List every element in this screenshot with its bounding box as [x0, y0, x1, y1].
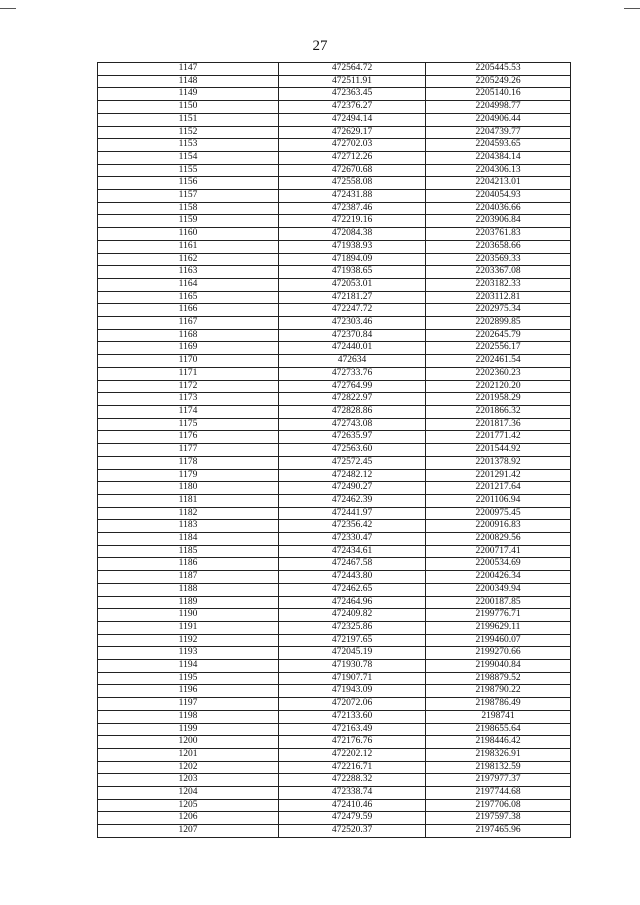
point-number-cell: 1168	[98, 329, 279, 342]
table-row	[98, 240, 571, 253]
point-number-cell: 1179	[98, 469, 279, 482]
point-number-cell: 1206	[98, 812, 279, 825]
y-coordinate-cell: 2202975.34	[426, 304, 571, 317]
table-row	[98, 253, 571, 266]
point-number-cell: 1195	[98, 672, 279, 685]
table-row	[98, 596, 571, 609]
page-number: 27	[312, 38, 328, 54]
table-row	[98, 558, 571, 571]
table-row	[98, 799, 571, 812]
table-row	[98, 202, 571, 215]
x-coordinate-cell: 472702.03	[279, 139, 426, 152]
x-coordinate-cell: 472511.91	[279, 75, 426, 88]
table-row	[98, 304, 571, 317]
x-coordinate-cell: 472356.42	[279, 520, 426, 533]
point-number-cell: 1158	[98, 202, 279, 215]
point-number-cell: 1159	[98, 215, 279, 228]
table-row	[98, 367, 571, 380]
scan-edge-mark-top-right	[624, 8, 640, 9]
table-row	[98, 621, 571, 634]
point-number-cell: 1149	[98, 88, 279, 101]
x-coordinate-cell: 472634	[279, 355, 426, 368]
x-coordinate-cell: 472494.14	[279, 113, 426, 126]
x-coordinate-cell: 472181.27	[279, 291, 426, 304]
point-number-cell: 1202	[98, 761, 279, 774]
table-row	[98, 609, 571, 622]
table-row	[98, 710, 571, 723]
table-row	[98, 126, 571, 139]
y-coordinate-cell: 2200187.85	[426, 596, 571, 609]
x-coordinate-cell: 472409.82	[279, 609, 426, 622]
x-coordinate-cell: 472467.58	[279, 558, 426, 571]
y-coordinate-cell: 2202461.54	[426, 355, 571, 368]
y-coordinate-cell: 2205249.26	[426, 75, 571, 88]
table-row	[98, 507, 571, 520]
point-number-cell: 1193	[98, 647, 279, 660]
y-coordinate-cell: 2197706.08	[426, 799, 571, 812]
point-number-cell: 1183	[98, 520, 279, 533]
table-row	[98, 418, 571, 431]
y-coordinate-cell: 2201217.64	[426, 482, 571, 495]
table-row	[98, 825, 571, 838]
point-number-cell: 1176	[98, 431, 279, 444]
point-number-cell: 1174	[98, 405, 279, 418]
x-coordinate-cell: 472376.27	[279, 101, 426, 114]
x-coordinate-cell: 472247.72	[279, 304, 426, 317]
table-row	[98, 469, 571, 482]
point-number-cell: 1199	[98, 723, 279, 736]
x-coordinate-cell: 471938.93	[279, 240, 426, 253]
point-number-cell: 1152	[98, 126, 279, 139]
point-number-cell: 1205	[98, 799, 279, 812]
x-coordinate-cell: 472462.65	[279, 583, 426, 596]
table-row	[98, 723, 571, 736]
x-coordinate-cell: 472764.99	[279, 380, 426, 393]
point-number-cell: 1155	[98, 164, 279, 177]
table-row	[98, 329, 571, 342]
y-coordinate-cell: 2204593.65	[426, 139, 571, 152]
x-coordinate-cell: 472330.47	[279, 533, 426, 546]
x-coordinate-cell: 472443.80	[279, 571, 426, 584]
x-coordinate-cell: 472288.32	[279, 774, 426, 787]
y-coordinate-cell: 2205140.16	[426, 88, 571, 101]
point-number-cell: 1148	[98, 75, 279, 88]
y-coordinate-cell: 2203367.08	[426, 266, 571, 279]
x-coordinate-cell: 472370.84	[279, 329, 426, 342]
x-coordinate-cell: 472434.61	[279, 545, 426, 558]
y-coordinate-cell: 2200916.83	[426, 520, 571, 533]
table-row	[98, 774, 571, 787]
x-coordinate-cell: 472440.01	[279, 342, 426, 355]
point-number-cell: 1186	[98, 558, 279, 571]
x-coordinate-cell: 472431.88	[279, 190, 426, 203]
point-number-cell: 1163	[98, 266, 279, 279]
point-number-cell: 1188	[98, 583, 279, 596]
y-coordinate-cell: 2197744.68	[426, 787, 571, 800]
x-coordinate-cell: 472635.97	[279, 431, 426, 444]
y-coordinate-cell: 2200534.69	[426, 558, 571, 571]
x-coordinate-cell: 472490.27	[279, 482, 426, 495]
table-row	[98, 672, 571, 685]
table-row	[98, 380, 571, 393]
y-coordinate-cell: 2203761.83	[426, 228, 571, 241]
x-coordinate-cell: 472202.12	[279, 748, 426, 761]
point-number-cell: 1177	[98, 444, 279, 457]
x-coordinate-cell: 471907.71	[279, 672, 426, 685]
table-row	[98, 456, 571, 469]
x-coordinate-cell: 472572.45	[279, 456, 426, 469]
point-number-cell: 1207	[98, 825, 279, 838]
point-number-cell: 1167	[98, 317, 279, 330]
x-coordinate-cell: 472712.26	[279, 151, 426, 164]
x-coordinate-cell: 472387.46	[279, 202, 426, 215]
point-number-cell: 1194	[98, 660, 279, 673]
point-number-cell: 1197	[98, 698, 279, 711]
y-coordinate-cell: 2200349.94	[426, 583, 571, 596]
y-coordinate-cell: 2201817.36	[426, 418, 571, 431]
table-row	[98, 317, 571, 330]
y-coordinate-cell: 2204906.44	[426, 113, 571, 126]
point-number-cell: 1192	[98, 634, 279, 647]
table-row	[98, 545, 571, 558]
y-coordinate-cell: 2201106.94	[426, 494, 571, 507]
x-coordinate-cell: 472520.37	[279, 825, 426, 838]
point-number-cell: 1184	[98, 533, 279, 546]
x-coordinate-cell: 472441.97	[279, 507, 426, 520]
y-coordinate-cell: 2198879.52	[426, 672, 571, 685]
point-number-cell: 1150	[98, 101, 279, 114]
x-coordinate-cell: 472563.60	[279, 444, 426, 457]
point-number-cell: 1160	[98, 228, 279, 241]
x-coordinate-cell: 471930.78	[279, 660, 426, 673]
x-coordinate-cell: 472303.46	[279, 317, 426, 330]
table-row	[98, 113, 571, 126]
x-coordinate-cell: 472072.06	[279, 698, 426, 711]
point-number-cell: 1170	[98, 355, 279, 368]
coordinates-table-body	[98, 63, 571, 838]
table-row	[98, 660, 571, 673]
x-coordinate-cell: 472482.12	[279, 469, 426, 482]
y-coordinate-cell: 2203182.33	[426, 278, 571, 291]
x-coordinate-cell: 472163.49	[279, 723, 426, 736]
y-coordinate-cell: 2200829.56	[426, 533, 571, 546]
y-coordinate-cell: 2203569.33	[426, 253, 571, 266]
table-row	[98, 494, 571, 507]
y-coordinate-cell: 2201958.29	[426, 393, 571, 406]
point-number-cell: 1156	[98, 177, 279, 190]
x-coordinate-cell: 472053.01	[279, 278, 426, 291]
point-number-cell: 1204	[98, 787, 279, 800]
y-coordinate-cell: 2203906.84	[426, 215, 571, 228]
x-coordinate-cell: 471943.09	[279, 685, 426, 698]
y-coordinate-cell: 2198790.22	[426, 685, 571, 698]
point-number-cell: 1151	[98, 113, 279, 126]
point-number-cell: 1182	[98, 507, 279, 520]
scan-edge-mark-top-left	[0, 8, 16, 9]
point-number-cell: 1187	[98, 571, 279, 584]
point-number-cell: 1198	[98, 710, 279, 723]
table-row	[98, 647, 571, 660]
point-number-cell: 1172	[98, 380, 279, 393]
table-row	[98, 88, 571, 101]
y-coordinate-cell: 2200975.45	[426, 507, 571, 520]
y-coordinate-cell: 2203658.66	[426, 240, 571, 253]
point-number-cell: 1178	[98, 456, 279, 469]
y-coordinate-cell: 2200426.34	[426, 571, 571, 584]
y-coordinate-cell: 2201378.92	[426, 456, 571, 469]
y-coordinate-cell: 2204054.93	[426, 190, 571, 203]
point-number-cell: 1153	[98, 139, 279, 152]
x-coordinate-cell: 472216.71	[279, 761, 426, 774]
y-coordinate-cell: 2204213.01	[426, 177, 571, 190]
point-number-cell: 1175	[98, 418, 279, 431]
x-coordinate-cell: 472558.08	[279, 177, 426, 190]
x-coordinate-cell: 472822.97	[279, 393, 426, 406]
y-coordinate-cell: 2199040.84	[426, 660, 571, 673]
table-row	[98, 482, 571, 495]
x-coordinate-cell: 472629.17	[279, 126, 426, 139]
y-coordinate-cell: 2198132.59	[426, 761, 571, 774]
point-number-cell: 1164	[98, 278, 279, 291]
x-coordinate-cell: 472363.45	[279, 88, 426, 101]
point-number-cell: 1147	[98, 63, 279, 76]
table-row	[98, 405, 571, 418]
table-row	[98, 75, 571, 88]
table-row	[98, 431, 571, 444]
y-coordinate-cell: 2198655.64	[426, 723, 571, 736]
y-coordinate-cell: 2204036.66	[426, 202, 571, 215]
table-row	[98, 177, 571, 190]
table-row	[98, 393, 571, 406]
table-row	[98, 190, 571, 203]
x-coordinate-cell: 472564.72	[279, 63, 426, 76]
table-row	[98, 761, 571, 774]
point-number-cell: 1171	[98, 367, 279, 380]
point-number-cell: 1189	[98, 596, 279, 609]
table-row	[98, 812, 571, 825]
y-coordinate-cell: 2198786.49	[426, 698, 571, 711]
x-coordinate-cell: 472462.39	[279, 494, 426, 507]
table-row	[98, 215, 571, 228]
x-coordinate-cell: 472045.19	[279, 647, 426, 660]
y-coordinate-cell: 2201866.32	[426, 405, 571, 418]
y-coordinate-cell: 2199776.71	[426, 609, 571, 622]
table-row	[98, 698, 571, 711]
table-row	[98, 533, 571, 546]
y-coordinate-cell: 2197465.96	[426, 825, 571, 838]
point-number-cell: 1201	[98, 748, 279, 761]
table-row	[98, 151, 571, 164]
x-coordinate-cell: 472670.68	[279, 164, 426, 177]
table-row	[98, 139, 571, 152]
y-coordinate-cell: 2202360.23	[426, 367, 571, 380]
point-number-cell: 1165	[98, 291, 279, 304]
y-coordinate-cell: 2198326.91	[426, 748, 571, 761]
y-coordinate-cell: 2198741	[426, 710, 571, 723]
x-coordinate-cell: 472410.46	[279, 799, 426, 812]
point-number-cell: 1185	[98, 545, 279, 558]
x-coordinate-cell: 472479.59	[279, 812, 426, 825]
point-number-cell: 1161	[98, 240, 279, 253]
table-row	[98, 571, 571, 584]
x-coordinate-cell: 472133.60	[279, 710, 426, 723]
table-row	[98, 685, 571, 698]
y-coordinate-cell: 2199629.11	[426, 621, 571, 634]
x-coordinate-cell: 472743.08	[279, 418, 426, 431]
table-row	[98, 748, 571, 761]
point-number-cell: 1166	[98, 304, 279, 317]
y-coordinate-cell: 2201771.42	[426, 431, 571, 444]
y-coordinate-cell: 2201544.92	[426, 444, 571, 457]
y-coordinate-cell: 2199460.07	[426, 634, 571, 647]
point-number-cell: 1180	[98, 482, 279, 495]
point-number-cell: 1157	[98, 190, 279, 203]
table-row	[98, 228, 571, 241]
table-row	[98, 278, 571, 291]
x-coordinate-cell: 471894.09	[279, 253, 426, 266]
y-coordinate-cell: 2197597.38	[426, 812, 571, 825]
y-coordinate-cell: 2204384.14	[426, 151, 571, 164]
y-coordinate-cell: 2199270.66	[426, 647, 571, 660]
point-number-cell: 1203	[98, 774, 279, 787]
x-coordinate-cell: 472733.76	[279, 367, 426, 380]
coordinates-table	[97, 62, 571, 838]
point-number-cell: 1169	[98, 342, 279, 355]
x-coordinate-cell: 472197.65	[279, 634, 426, 647]
point-number-cell: 1181	[98, 494, 279, 507]
table-row	[98, 291, 571, 304]
table-row	[98, 520, 571, 533]
y-coordinate-cell: 2202645.79	[426, 329, 571, 342]
point-number-cell: 1162	[98, 253, 279, 266]
y-coordinate-cell: 2202899.85	[426, 317, 571, 330]
table-row	[98, 164, 571, 177]
y-coordinate-cell: 2201291.42	[426, 469, 571, 482]
y-coordinate-cell: 2204998.77	[426, 101, 571, 114]
y-coordinate-cell: 2203112.81	[426, 291, 571, 304]
y-coordinate-cell: 2197977.37	[426, 774, 571, 787]
point-number-cell: 1196	[98, 685, 279, 698]
x-coordinate-cell: 472219.16	[279, 215, 426, 228]
point-number-cell: 1154	[98, 151, 279, 164]
x-coordinate-cell: 472828.86	[279, 405, 426, 418]
y-coordinate-cell: 2202556.17	[426, 342, 571, 355]
y-coordinate-cell: 2198446.42	[426, 736, 571, 749]
y-coordinate-cell: 2204306.13	[426, 164, 571, 177]
table-row	[98, 101, 571, 114]
table-row	[98, 736, 571, 749]
x-coordinate-cell: 472325.86	[279, 621, 426, 634]
x-coordinate-cell: 472176.76	[279, 736, 426, 749]
table-row	[98, 266, 571, 279]
y-coordinate-cell: 2202120.20	[426, 380, 571, 393]
table-row	[98, 355, 571, 368]
table-row	[98, 787, 571, 800]
point-number-cell: 1191	[98, 621, 279, 634]
x-coordinate-cell: 471938.65	[279, 266, 426, 279]
y-coordinate-cell: 2200717.41	[426, 545, 571, 558]
y-coordinate-cell: 2204739.77	[426, 126, 571, 139]
table-row	[98, 342, 571, 355]
point-number-cell: 1173	[98, 393, 279, 406]
table-row	[98, 634, 571, 647]
table-row	[98, 583, 571, 596]
point-number-cell: 1200	[98, 736, 279, 749]
x-coordinate-cell: 472338.74	[279, 787, 426, 800]
x-coordinate-cell: 472464.96	[279, 596, 426, 609]
point-number-cell: 1190	[98, 609, 279, 622]
table-row	[98, 444, 571, 457]
x-coordinate-cell: 472084.38	[279, 228, 426, 241]
y-coordinate-cell: 2205445.53	[426, 63, 571, 76]
table-row	[98, 63, 571, 76]
